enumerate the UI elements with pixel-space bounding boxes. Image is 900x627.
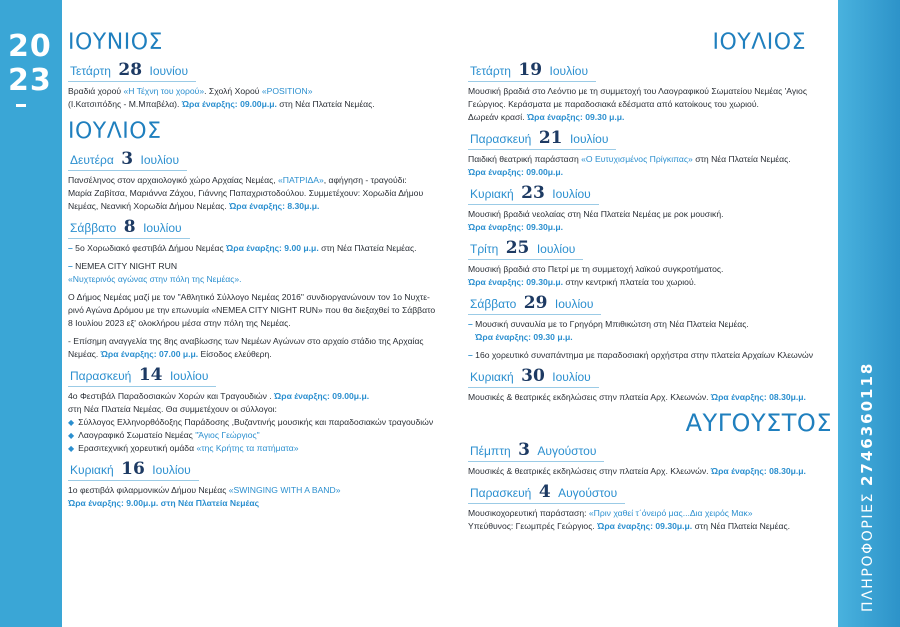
text-part: στη Νέα Πλατεία Νεμέας (158, 498, 260, 508)
text-part: Μουσική συναυλία με το Γρηγόρη Μπιθικώτση στη Νέα Πλατεία Νεμέας. (475, 319, 749, 329)
event-day: Τετάρτη (470, 64, 511, 78)
text-part: Μουσικές & θεατρικές εκδηλώσεις στην πλατεία Αρχ. Κλεωνών. (468, 392, 711, 402)
text-part: 8 Ιουλίου 2023 εξ' ολοκλήρου μέσα στην πόλη της Νεμέας. (68, 318, 291, 328)
text-highlight: «της Κρήτης τα πατήματα» (196, 443, 299, 453)
start-label: Ώρα έναρξης: (468, 222, 524, 232)
event-day: Παρασκευή (470, 132, 532, 146)
text-part: Μουσική βραδιά στο Λεόντιο με τη συμμετοχή του Λαογραφικού Σωματείου Νεμέας 'Αγιος (468, 86, 807, 96)
year-top: 20 (8, 29, 52, 64)
start-time (68, 498, 259, 508)
event-text (68, 484, 440, 510)
month-heading-august: ΑΥΓΟΥΣΤΟΣ (685, 409, 832, 437)
text-highlight: «Πριν χαθεί τ΄όνειρό μας...Δια χειρός Μακ» (588, 508, 753, 518)
event-day-number: 29 (523, 293, 548, 313)
start-time (711, 466, 806, 476)
info-label: ΠΛΗΡΟΦΟΡΙΕΣ (860, 492, 876, 612)
start-time (468, 277, 563, 287)
event-day: Παρασκευή (470, 486, 532, 500)
text-part: Δωρεάν κρασί. (468, 112, 527, 122)
event-day-number: 21 (538, 128, 563, 148)
diamond-bullet-icon: ◆ (68, 431, 75, 440)
event-date (468, 482, 625, 504)
start-time-value: 9.00μ.μ. (126, 498, 159, 508)
start-label: Ώρα έναρξης: (100, 349, 157, 359)
event-month: Ιουνίου (149, 64, 189, 78)
text-part: Ο Δήμος Νεμέας μαζί με τον "Αθλητικό Σύλλογο Νεμέας 2016" συνδιοργανώνουν τον 1ο Νυχτε- (68, 292, 430, 302)
start-time-value: 08.30μ.μ. (769, 392, 806, 402)
text-part: . Σχολή Χορού (204, 86, 262, 96)
start-time (597, 521, 692, 531)
start-time-value: 09.30μ.μ. (526, 277, 564, 287)
start-label: Ώρα έναρξης: (526, 112, 583, 122)
start-time-value: 9.00 μ.μ. (284, 243, 319, 253)
start-label: Ώρα έναρξης: (229, 201, 285, 211)
start-time-value: 09.30 μ.μ. (533, 332, 573, 342)
event-date (68, 365, 216, 387)
text-highlight: «POSITION» (261, 86, 313, 96)
text-part: (Ι.Κατσιπόδης - Μ.Μπαβέλα). (68, 99, 180, 109)
event-day: Σάββατο (470, 297, 517, 311)
event-month: Αυγούστου (537, 444, 597, 458)
event-month: Ιουλίου (552, 370, 591, 384)
event-day-number: 30 (521, 366, 545, 386)
list-item: Σύλλογος Ελληνορθόδοξης Παράδοσης ,Βυζαντινής μουσικής και παραδοσιακών τραγουδιών (78, 417, 434, 427)
event-text (68, 242, 440, 361)
event-day: Σάββατο (70, 221, 117, 235)
month-heading-june: ΙΟΥΝΙΟΣ (68, 30, 163, 55)
text-highlight: «ΠΑΤΡΙΔΑ» (278, 175, 324, 185)
event-july-16 (68, 455, 440, 510)
text-part: Βραδιά χορού (68, 86, 124, 96)
event-july-19 (468, 56, 838, 124)
event-text (68, 174, 440, 213)
event-text (468, 85, 838, 124)
event-month: Ιουλίου (549, 64, 589, 78)
text-part: Μαρία Ζαβίτσα, Μαριάννα Ζάχου, Γιάννης Παπαχριστοδούλου. Συμμετέχουν: Χορωδία Δήμου (68, 188, 424, 198)
text-part: στη Νέα Πλατεία Νεμέας. (276, 99, 375, 109)
event-date (68, 459, 199, 481)
left-column (68, 30, 440, 510)
text-part: ρινό Αγώνα Δρόμου με την επωνυμία «NEMEA CITY NIGHT RUN» που θα διεξαχθεί το Σάββατο (68, 305, 436, 315)
event-day-number: 3 (518, 440, 530, 460)
text-part: Μουσική βραδιά νεολαίας στη Νέα Πλατεία Νεμέας με ροκ μουσική. (468, 209, 724, 219)
info-phone: 2746360118 (858, 361, 876, 486)
event-day-number: 28 (118, 60, 143, 80)
dash-bullet: – (468, 350, 473, 360)
text-part: Παιδική θεατρική παράσταση (468, 154, 582, 164)
start-time-value: 09.30μ.μ. (655, 521, 693, 531)
event-day: Τρίτη (470, 242, 499, 256)
text-part: στη Νέα Πλατεία Νεμέας. (318, 243, 417, 253)
event-text (468, 208, 838, 234)
start-label: Ώρα έναρξης: (468, 167, 524, 177)
text-part: Νεμέας. (68, 349, 101, 359)
event-text (468, 507, 838, 533)
start-time-value: 07.00 μ.μ. (158, 349, 199, 359)
event-day-number: 3 (121, 149, 134, 169)
start-time (226, 243, 319, 253)
diamond-bullet-icon: ◆ (68, 418, 75, 427)
event-day-number: 4 (538, 482, 551, 502)
start-time (229, 201, 319, 211)
month-heading-july: ΙΟΥΛΙΟΣ (68, 119, 162, 144)
start-time-value: 09.00μ.μ. (332, 391, 370, 401)
start-time (527, 112, 624, 122)
start-label: Ώρα έναρξης: (710, 466, 767, 476)
start-time-value: 08.30μ.μ. (769, 466, 806, 476)
text-part: , αφήγηση - τραγούδι: (323, 175, 407, 185)
start-label: Ώρα έναρξης: (468, 277, 524, 287)
start-time (711, 392, 806, 402)
event-july-25 (468, 234, 838, 289)
start-time-value: 8.30μ.μ. (287, 201, 320, 211)
left-accent-bar (0, 0, 62, 627)
event-day: Πέμπτη (470, 444, 511, 458)
text-part: Μουσικοχορευτική παράσταση: (468, 508, 589, 518)
text-part: - Επίσημη αναγγελία της 8ης αναβίωσης των Νεμέων Αγώνων στο αρχαίο στάδιο της Αρχαίας (68, 336, 424, 346)
event-day-number: 23 (521, 183, 545, 203)
year-bottom: 23 (8, 63, 52, 98)
event-text (68, 390, 440, 455)
event-month: Ιουλίου (536, 242, 576, 256)
text-part: Νεμέας, Νεανική Χορωδία Δήμου Νεμέας. (68, 201, 230, 211)
start-time (468, 222, 563, 232)
event-day: Δευτέρα (70, 153, 114, 167)
event-july-21 (468, 124, 838, 179)
text-part: 16ο χορευτικό συναπάντημα με παραδοσιακή ορχήστρα στην πλατεία Αρχαίων Κλεωνών (475, 350, 814, 360)
text-part: Είσοδος ελεύθερη. (198, 349, 272, 359)
event-july-3 (68, 145, 440, 213)
list-item: Ερασιτεχνική χορευτική ομάδα (78, 443, 197, 453)
event-date (468, 440, 604, 462)
event-day: Κυριακή (470, 370, 514, 384)
diamond-bullet-icon: ◆ (68, 444, 75, 453)
dash-bullet: – (468, 319, 473, 329)
event-date (68, 60, 196, 82)
event-date (468, 293, 601, 315)
text-part: Υπεύθυνος: Γεωμπρές Γεώργιος. (468, 521, 598, 531)
start-time-value: 09.00μ.μ. (240, 99, 277, 109)
text-part: Γεώργιος. Κεράσματα με παραδοσιακά εδέσματα από κατοίκους του χωριού. (468, 99, 759, 109)
event-july-30 (468, 362, 838, 404)
event-month: Ιουλίου (143, 221, 182, 235)
event-aug-4 (468, 478, 838, 533)
right-column (468, 30, 838, 533)
event-date (468, 366, 599, 388)
event-day-number: 19 (518, 60, 543, 80)
start-time (182, 99, 277, 109)
start-time-value: 09.30 μ.μ. (585, 112, 625, 122)
text-part: στη Νέα Πλατεία Νεμέας. (692, 154, 791, 164)
event-month: Ιουλίου (552, 187, 591, 201)
event-text (468, 318, 838, 362)
dash-bullet: – (68, 261, 73, 271)
event-month: Αυγούστου (558, 486, 618, 500)
event-month: Ιουλίου (140, 153, 180, 167)
start-time-value: 09.30μ.μ. (526, 222, 564, 232)
event-text (468, 263, 838, 289)
text-part: στη Νέα Πλατεία Νεμέας. (692, 521, 790, 531)
event-day-number: 25 (505, 238, 530, 258)
event-date (468, 60, 596, 82)
event-july-8 (68, 213, 440, 361)
event-july-23 (468, 179, 838, 234)
event-july-14 (68, 361, 440, 455)
event-day: Παρασκευή (70, 369, 132, 383)
event-text (68, 85, 440, 111)
event-july-29 (468, 289, 838, 362)
month-heading-july-right: ΙΟΥΛΙΟΣ (712, 30, 806, 55)
start-label: Ώρα έναρξης: (597, 521, 653, 531)
event-text (468, 465, 838, 478)
text-part: στη Νέα Πλατεία Νεμέας. Θα συμμετέχουν οι σύλλογοι: (68, 404, 277, 414)
event-day-number: 16 (121, 459, 145, 479)
event-day-number: 8 (123, 217, 136, 237)
text-part: 4ο Φεστιβάλ Παραδοσιακών Χορών και Τραγουδιών . (68, 391, 275, 401)
dash-bullet: – (68, 243, 73, 253)
text-highlight: «Νυχτερινός αγώνας στην πόλη της Νεμέας». (68, 274, 242, 284)
event-day: Κυριακή (70, 463, 114, 477)
start-label: Ώρα έναρξης: (181, 99, 238, 109)
info-vertical-text (858, 362, 876, 612)
text-part: 5ο Χορωδιακό φεστιβάλ Δήμου Νεμέας (75, 243, 227, 253)
text-part: Πανσέληνος στον αρχαιολογικό χώρο Αρχαίας Νεμέας, (68, 175, 279, 185)
text-highlight: «Ο Ευτυχισμένος Πρίγκιπας» (581, 154, 693, 164)
event-month: Ιουλίου (169, 369, 209, 383)
start-time (468, 167, 563, 177)
event-date (468, 238, 583, 260)
start-label: Ώρα έναρξης: (710, 392, 767, 402)
start-time (475, 332, 572, 342)
event-date (468, 128, 616, 150)
event-month: Ιουλίου (569, 132, 609, 146)
event-month: Ιουλίου (152, 463, 191, 477)
text-part: NEMEA CITY NIGHT RUN (75, 261, 178, 271)
start-label: Ώρα έναρξης: (68, 498, 124, 508)
list-item: Λαογραφικό Σωματείο Νεμέας (78, 430, 196, 440)
event-date (468, 183, 599, 205)
event-month: Ιουλίου (554, 297, 594, 311)
event-aug-3 (468, 436, 838, 478)
event-date (68, 149, 187, 171)
start-time (101, 349, 198, 359)
text-part: στην κεντρική πλατεία του χωριού. (563, 277, 697, 287)
event-june-28 (68, 56, 440, 111)
start-time-value: 09.00μ.μ. (526, 167, 564, 177)
event-text (468, 391, 838, 404)
start-label: Ώρα έναρξης: (475, 332, 532, 342)
year-label (8, 30, 56, 107)
text-highlight: "Άγιος Γεώργιος" (195, 430, 260, 440)
text-part: Μουσική βραδιά στο Πετρί με τη συμμετοχή λαϊκού συγκροτήματος. (468, 264, 724, 274)
text-part: 1ο φεστιβάλ φιλαρμονικών Δήμου Νεμέας (68, 485, 229, 495)
event-date (68, 217, 190, 239)
start-label: Ώρα έναρξης: (274, 391, 330, 401)
start-label: Ώρα έναρξης: (226, 243, 282, 253)
start-time (274, 391, 369, 401)
text-highlight: «SWINGING WITH A BAND» (228, 485, 341, 495)
year-dash (16, 104, 26, 107)
event-day: Κυριακή (470, 187, 514, 201)
event-day-number: 14 (138, 365, 163, 385)
event-text (468, 153, 838, 179)
text-part: Μουσικές & θεατρικές εκδηλώσεις στην πλατεία Αρχ. Κλεωνών. (468, 466, 711, 476)
event-day: Τετάρτη (70, 64, 111, 78)
text-highlight: «Η Τέχνη του χορού» (123, 86, 205, 96)
